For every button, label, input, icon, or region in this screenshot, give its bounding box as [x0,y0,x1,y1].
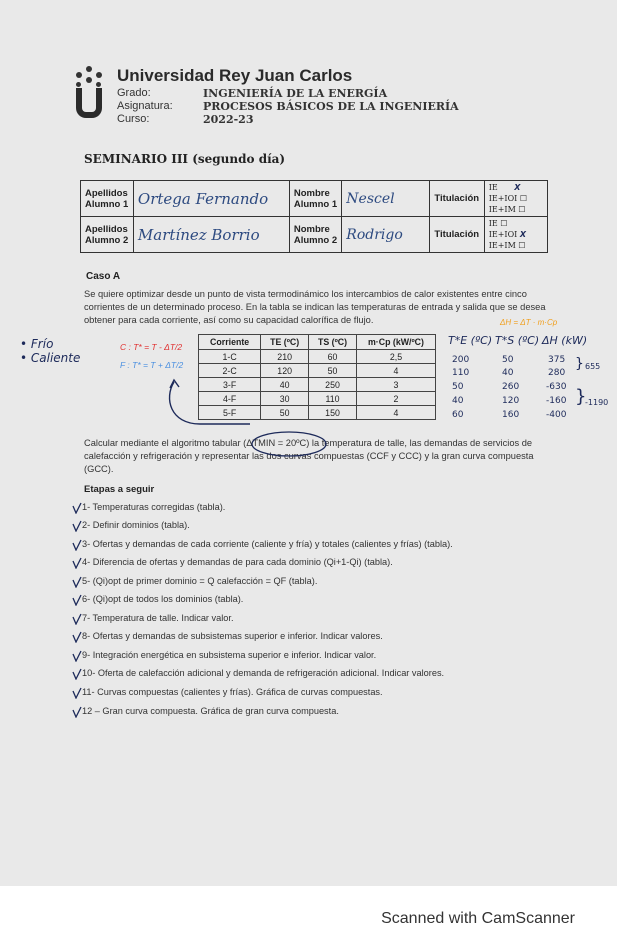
check-icon [72,502,82,514]
option-ie[interactable]: IE [488,219,498,228]
apellidos-1-label: Apellidos Alumno 1 [81,181,134,217]
grado-value: INGENIERÍA DE LA ENERGÍA [203,87,388,100]
brace-icon: } [575,386,587,407]
grado-label: Grado: [117,87,151,99]
case-intro: Se quiere optimizar desde un punto de vista termodinámico los intercambios de calor existentes entre cinco corrientes de un determinado proceso. En la tabla se indican las temperaturas de entrada y salida que se desea obtener para cada corriente, así como su capacidad calorífica de flujo. [84,289,546,325]
steps-title: Etapas a seguir [84,484,155,495]
check-icon [72,539,82,551]
seminar-title: SEMINARIO III (segundo día) [84,152,286,166]
check-icon [72,687,82,699]
hw-te-3: 50 [452,382,464,392]
note-caliente: • Caliente [20,351,81,365]
asignatura-label: Asignatura: [117,100,173,112]
step-9: 9- Integración energética en subsistema superior e inferior. Indicar valor. [82,650,377,660]
cell: 1-C [199,350,261,364]
table-row [199,364,436,378]
check-icon [72,706,82,718]
apellidos-1-value: Ortega Fernando [133,181,289,217]
titulacion-2-options: IE ☐ IE+IOI X IE+IM ☐ [484,217,547,253]
option-ie-im[interactable]: IE+IM [488,205,516,214]
step-2: 2- Definir dominios (tabla). [82,520,190,530]
apellidos-2-label: Apellidos Alumno 2 [81,217,134,253]
step-1: 1- Temperaturas corregidas (tabla). [82,502,226,512]
check-icon [72,520,82,532]
hw-brace-2: -1190 [585,398,609,407]
step-10: 10- Oferta de calefacción adicional y demanda de refrigeración adicional. Indicar valores. [82,668,445,678]
nombre-2-label: Nombre Alumno 2 [289,217,341,253]
cell: 4 [356,406,435,420]
scanner-footer [0,886,617,929]
hw-te-1: 200 [452,355,470,365]
cell: 5-F [199,406,261,420]
footer-text: Scanned with CamScanner [381,910,575,927]
student-table [80,180,548,253]
brace-icon: } [575,356,584,372]
hw-dh-5: -400 [546,410,567,420]
hw-te-5: 60 [452,410,464,420]
option-ie-ioi[interactable]: IE+IOI [488,230,518,239]
hw-dh-4: -160 [546,396,567,406]
note-frio: • Frío [20,337,54,351]
option-ie[interactable]: IE [488,183,498,192]
check-icon [72,631,82,643]
hw-te-4: 40 [452,396,464,406]
red-note: C : T* = T - ΔT/2 [120,342,183,352]
check-icon [72,576,82,588]
cell: 2 [356,392,435,406]
cell: 3 [356,378,435,392]
arrow-icon [160,378,260,430]
titulacion-2-label: Titulación [429,217,484,253]
university-name: Universidad Rey Juan Carlos [117,66,353,85]
asignatura-value: PROCESOS BÁSICOS DE LA INGENIERÍA [203,100,459,113]
check-icon [72,613,82,625]
titulacion-1-label: Titulación [429,181,484,217]
hw-ts-3: 260 [502,382,520,392]
hw-brace-1: 655 [585,362,601,371]
cell: 2,5 [356,350,435,364]
cell: 30 [261,392,309,406]
col-mcp: m·Cp (kW/ºC) [356,335,435,350]
nombre-1-value: Nescel [342,181,430,217]
circle-annotation [250,430,328,458]
check-icon [72,650,82,662]
hw-dh-1: 375 [548,355,566,365]
option-ie-ioi[interactable]: IE+IOI [488,194,518,203]
hw-ts-2: 40 [502,368,514,378]
cell: 210 [261,350,309,364]
curso-value: 2022-23 [203,113,254,126]
cell: 40 [261,378,309,392]
col-corriente: Corriente [199,335,261,350]
cell: 150 [309,406,357,420]
nombre-1-label: Nombre Alumno 1 [289,181,341,217]
hw-col-ts: T*S (ºC) [495,334,540,347]
cell: 50 [261,406,309,420]
hw-ts-1: 50 [502,355,514,365]
check-icon [72,594,82,606]
col-te: TE (ºC) [261,335,309,350]
hw-ts-4: 120 [502,396,520,406]
cell: 4-F [199,392,261,406]
cell: 60 [309,350,357,364]
step-11: 11- Curvas compuestas (calientes y frías). Gráfica de curvas compuestas. [82,687,383,697]
table-row [199,350,436,364]
cell: 2-C [199,364,261,378]
cell: 120 [261,364,309,378]
hw-dh-3: -630 [546,382,567,392]
university-logo [76,66,112,126]
curso-label: Curso: [117,113,150,125]
step-12: 12 – Gran curva compuesta. Gráfica de gran curva compuesta. [82,706,339,716]
option-ie-ioi-mark: X [519,230,527,239]
cell: 50 [309,364,357,378]
cell: 4 [356,364,435,378]
option-ie-im[interactable]: IE+IM [488,241,516,250]
hw-col-te: T*E (ºC) [448,334,493,347]
cell: 110 [309,392,357,406]
hw-te-2: 110 [452,368,470,378]
col-ts: TS (ºC) [309,335,357,350]
step-7: 7- Temperatura de talle. Indicar valor. [82,613,234,623]
apellidos-2-value: Martínez Borrio [133,217,289,253]
case-question: Calcular mediante el algoritmo tabular (ΔTMIN = 20ºC) la temperatura de talle, las demandas de servicios de calefacción y refrigeración y representar las dos curvas compuestas (CCF y CCC) y la gran curva compuesta (GCC). [84,438,534,474]
blue-note: F : T* = T + ΔT/2 [120,360,184,370]
nombre-2-value: Rodrigo [342,217,430,253]
step-4: 4- Diferencia de ofertas y demandas de para cada dominio (Qi+1-Qi) (tabla). [82,557,393,567]
titulacion-1-options: IE X IE+IOI ☐ IE+IM ☐ [484,181,547,217]
step-6: 6- (Qi)opt de todos los dominios (tabla). [82,594,244,604]
cell: 3-F [199,378,261,392]
check-icon [72,668,82,680]
case-title: Caso A [86,271,121,282]
hw-dh-2: 280 [548,368,566,378]
hw-ts-5: 160 [502,410,520,420]
check-icon [72,557,82,569]
option-ie-mark: X [514,183,521,192]
cell: 250 [309,378,357,392]
step-5: 5- (Qi)opt de primer dominio = Q calefacción = QF (tabla). [82,576,318,586]
step-8: 8- Ofertas y demandas de subsistemas superior e inferior. Indicar valores. [82,631,383,641]
orange-note: ΔH = ΔT · m·Cp [500,318,558,327]
step-3: 3- Ofertas y demandas de cada corriente (caliente y fría) y totales (calientes y frías) (tabla). [82,539,453,549]
hw-col-dh: ΔH (kW) [542,334,588,347]
